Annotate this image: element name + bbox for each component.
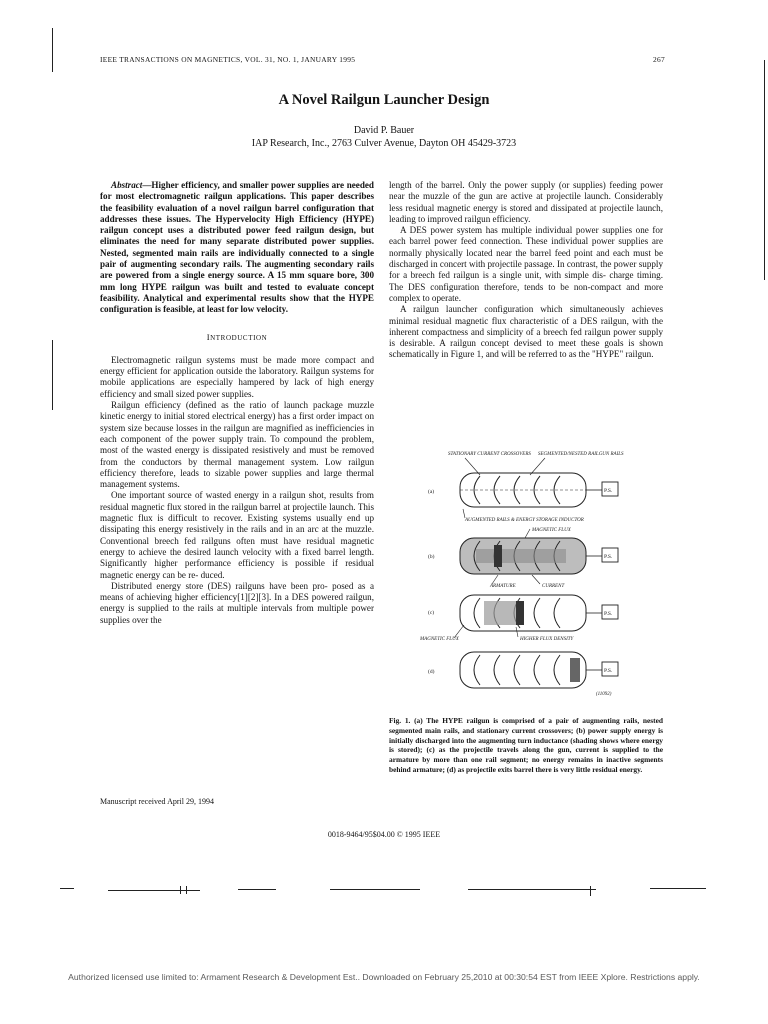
left-column <box>100 180 374 626</box>
intro-paragraph-3: One important source of wasted energy in a railgun shot, results from residual magnetic flux stored in the railgun barrel at projectile launch. This magnetic flux is difficult to recover. Existing systems usually end up dissipating this energy resistively in the rails and in an arc at the muzzle. Conventional breech fed railguns often must have residual magnetic energy to achieve the desired launch velocity with a fixed barrel length. Significantly higher performance efficiency is possible if residual magnetic energy can be re- duced. <box>100 490 374 580</box>
author-name: David P. Bauer <box>353 125 415 136</box>
figure-panel-d <box>428 652 618 688</box>
right-paragraph-3: A railgun launcher configuration which simultaneously achieves minimal residual magnetic flux characteristic of a DES railgun, with the inherent compactness and simplicity of a breech fed railgun power supply is desirable. A railgun concept devised to meet these goals is shown schematically in Figure 1, and will be referred to as the "HYPE" railgun. <box>389 304 663 360</box>
intro-paragraph-2: Railgun efficiency (defined as the ratio of launch package muzzle kinetic energy to initial stored electrical energy) has a first order impact on system size because losses in the railgun are magnified as inefficiencies in each component of the power supply train. To compound the problem, most of the wasted energy is dissipated resistively and must be removed from the conductors by thermal management system. Low railgun efficiency therefore, leads to sizable power supplies and large thermal management systems. <box>100 400 374 490</box>
bottom-mark-4 <box>330 889 420 890</box>
right-column <box>389 180 663 361</box>
svg-text:P.S.: P.S. <box>604 488 613 494</box>
label-magnetic-flux-b: MAGNETIC FLUX <box>532 528 571 533</box>
svg-text:P.S.: P.S. <box>604 554 613 560</box>
figure-panel-a <box>428 473 618 507</box>
abstract-lead: Abstract <box>111 180 143 190</box>
authorized-use-notice: Authorized licensed use limited to: Armament Research & Development Est.. Downloaded on February 25,2010 at 00:30:54 EST from IEEE Xplore. Restrictions apply. <box>68 972 700 982</box>
label-segmented-nested-rails: SEGMENTED/NESTED RAILGUN RAILS <box>538 452 624 457</box>
figure-panel-b <box>428 538 618 574</box>
copyright-line: 0018-9464/95$04.00 © 1995 IEEE <box>327 830 441 839</box>
abstract <box>100 180 374 316</box>
bottom-mark-1 <box>60 888 74 889</box>
bottom-mark-3 <box>238 889 276 890</box>
svg-text:P.S.: P.S. <box>604 668 613 674</box>
scan-edge-line-top <box>52 28 53 72</box>
label-current: CURRENT <box>542 584 565 589</box>
label-armature: ARMATURE <box>490 584 516 589</box>
label-stationary-current-crossovers: STATIONARY CURRENT CROSSOVERS <box>448 452 531 457</box>
abstract-text: —Higher efficiency, and smaller power supplies are needed for most electromagnetic railgun applications. This paper describes the feasibility evaluation of a novel railgun barrel configuration that addresses these issues. The Hypervelocity High Efficiency (HYPE) railgun concept uses a distributed power feed railgun design, but eliminates the need for many separate distributed power supplies. Nested, segmented main rails are individually connected to a single pair of augmenting secondary rails. The augmenting secondary rails are powered from a single energy source. A 15 mm square bore, 300 mm long HYPE railgun was built and tested to evaluate concept feasibility. Analytical and experimental results show that the HYPE configuration is feasible, at least for low velocity. <box>100 180 374 315</box>
label-augmented-rails: AUGMENTED RAILS & ENERGY STORAGE INDUCTOR <box>465 518 584 523</box>
manuscript-note: Manuscript received April 29, 1994 <box>100 797 214 806</box>
bottom-tick-2 <box>186 886 187 894</box>
bottom-tick-1 <box>180 886 181 894</box>
intro-paragraph-4: Distributed energy store (DES) railguns have been pro- posed as a means of achieving higher efficiency[1][2][3]. In a DES powered railgun, energy is supplied to the rails at multiple intervals from multiple power supplies over the <box>100 580 374 625</box>
label-higher-flux-density: HIGHER FLUX DENSITY <box>520 637 574 642</box>
bottom-mark-5 <box>468 889 596 890</box>
svg-text:(d): (d) <box>428 669 435 675</box>
svg-text:(c): (c) <box>428 610 435 616</box>
right-paragraph-2: A DES power system has multiple individual power supplies one for each barrel power feed connection. These individual power supplies are normally physically located near the barrel feed point and each must be discharged in concert with projectile passage. In contrast, the power supply for a breech fed railgun is a single unit, with simple dis- charge timing. The DES configuration therefore, tends to be non-compact and more complex to operate. <box>389 225 663 303</box>
svg-text:(b): (b) <box>428 554 435 560</box>
author-affiliation: IAP Research, Inc., 2763 Culver Avenue, Dayton OH 45429-3723 <box>251 138 517 149</box>
label-magnetic-flux-c: MAGNETIC FLUX <box>420 637 459 642</box>
bottom-mark-6 <box>650 888 706 889</box>
section-heading-introduction: INTRODUCTION <box>206 331 268 342</box>
scan-edge-line-middle <box>52 340 53 410</box>
figure-1-schematic <box>420 445 660 700</box>
bottom-tick-3 <box>590 886 591 896</box>
figure-caption: Fig. 1. (a) The HYPE railgun is comprised of a pair of augmenting rails, nested segmented main rails, and stationary current crossovers; (b) power supply energy is initially discharged into the augmenting turn inductance (shading shows where energy is stored); (c) as the projectile travels along the gun, current is supplied to the armature by more than one rail segment; no energy remains in inactive segments behind armature; (d) as projectile exits barrel there is very little residual energy. <box>389 716 663 774</box>
svg-text:(a): (a) <box>428 489 435 495</box>
running-header: IEEE TRANSACTIONS ON MAGNETICS, VOL. 31, NO. 1, JANUARY 1995 <box>100 55 356 64</box>
paper-title: A Novel Railgun Launcher Design <box>278 92 490 108</box>
figure-panel-c <box>428 595 618 631</box>
intro-paragraph-1: Electromagnetic railgun systems must be made more compact and energy efficient for application outside the laboratory. Railgun systems for mobile applications are especially hampered by lack of high energy efficiency and small sized power supplies. <box>100 354 374 399</box>
right-paragraph-1: length of the barrel. Only the power supply (or supplies) feeding power near the muzzle of the gun are active at projectile launch. Considerably less residual magnetic energy is stored and dissipated at projectile launch, leading to improved railgun efficiency. <box>389 180 663 224</box>
page-number: 267 <box>653 55 665 64</box>
svg-text:P.S.: P.S. <box>604 611 613 617</box>
figure-id: (11092) <box>596 692 612 697</box>
